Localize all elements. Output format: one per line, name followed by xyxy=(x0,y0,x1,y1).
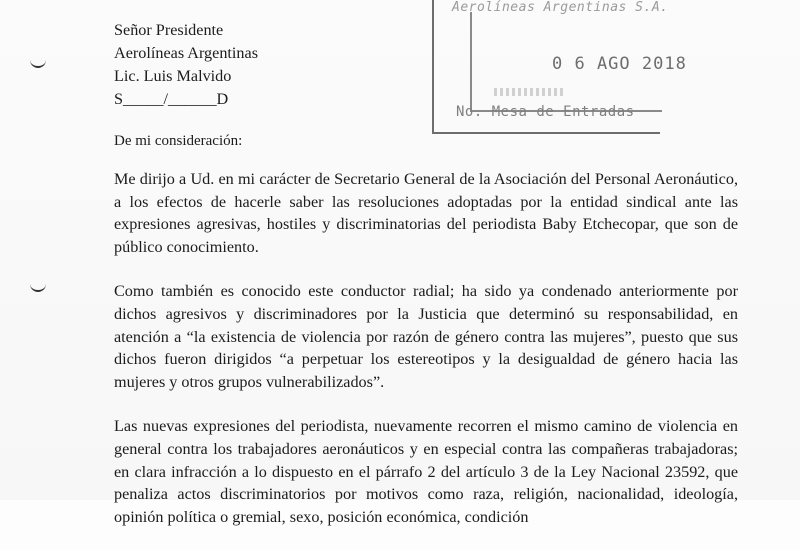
stamp-org: Aerolíneas Argentinas S.A. xyxy=(452,0,669,15)
paragraph-2: Como también es conocido este conductor radial; ha sido ya condenado anteriormente por dichos agresivos y discriminadores por la Justicia que determinó su responsabilidad, en atención a “la existencia de violencia por razón de género contra las mujeres”, puesto que sus dichos fueron dirigidos “a perpetuar los estereotipos y la desigualdad de género hacia las mujeres y otros grupos vulnerabilizados”. xyxy=(114,282,738,391)
punch-mark-middle xyxy=(30,284,46,292)
addressee-title: Señor Presidente xyxy=(114,21,224,39)
punch-mark-top xyxy=(30,60,46,68)
addressee-company: Aerolíneas Argentinas xyxy=(114,44,259,62)
received-stamp xyxy=(432,0,687,134)
addressee-block xyxy=(114,19,258,111)
paragraph-1: Me dirijo a Ud. en mi carácter de Secretario General de la Asociación del Personal Aeronáutico, a los efectos de hacerle saber las resoluciones adoptadas por la entidad sindical ante las expresiones agresivas, hostiles y discriminatorias del periodista Baby Etchecopar, que son de público conocimiento. xyxy=(114,170,738,256)
salutation: De mi consideración: xyxy=(114,133,243,149)
paragraph-3: Las nuevas expresiones del periodista, nuevamente recorren el mismo camino de violencia en general contra los trabajadores aeronáuticos y en especial contra las compañeras trabajadoras; en clara infracción a lo dispuesto en el párrafo 2 del artículo 3 de la Ley Nacional 23592, que penaliza actos discriminatorios por motivos como raza, religión, nacionalidad, ideología, opinión política o gremial, sexo, posición económica, condición xyxy=(114,417,738,526)
stamp-inner-box xyxy=(470,12,687,112)
stamp-smudge xyxy=(494,88,564,96)
stamp-date: 0 6 AGO 2018 xyxy=(552,54,687,74)
addressee-name: Lic. Luis Malvido xyxy=(114,67,232,85)
letter-body xyxy=(114,168,738,550)
stamp-number: No. Mesa de Entradas xyxy=(456,104,635,120)
addressee-sd: S_____/______D xyxy=(114,90,229,108)
